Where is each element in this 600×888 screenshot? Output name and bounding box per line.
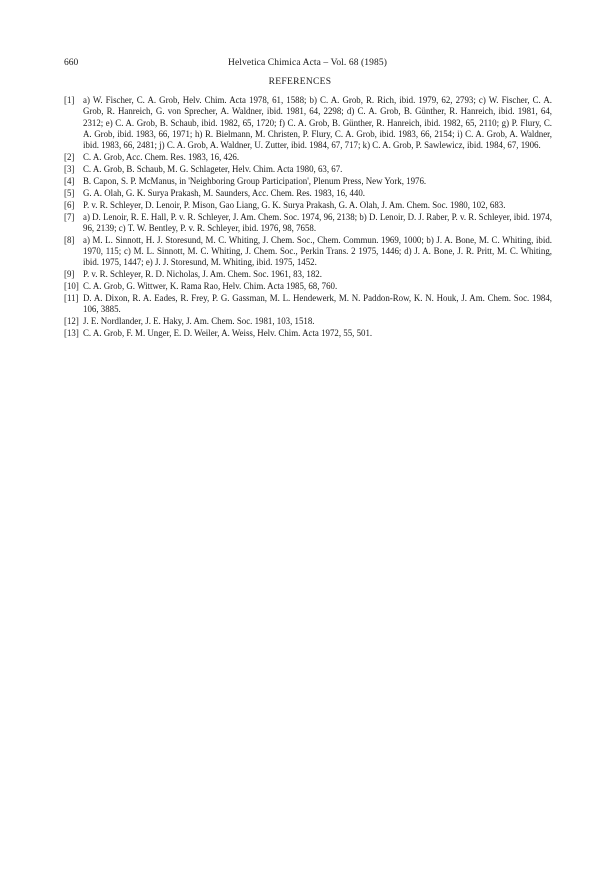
journal-title-line: Helvetica Chimica Acta – Vol. 68 (1985) [228,58,387,68]
reference-text: B. Capon, S. P. McManus, in 'Neighboring Group Participation', Plenum Press, New York, 1976. [83,175,427,186]
reference-item [64,316,552,327]
reference-item [64,164,552,175]
reference-item [64,176,552,187]
reference-number: [7] [64,211,75,222]
reference-item [64,188,552,199]
reference-text: a) M. L. Sinnott, H. J. Storesund, M. C. Whiting, J. Chem. Soc., Chem. Commun. 1969, 1000; b) J. A. Bone, M. C. Whiting, ibid. 1970, 115; c) M. L. Sinnott, M. C. Whiting, J. Chem. Soc., Perkin Trans. 2 1975, 1446; d) J. A. Bone, J. R. Pritt, M. C. Whiting, ibid. 1975, 1447; e) J. J. Storesund, M. Whiting, ibid. 1975, 1452. [83,234,552,268]
reference-number: [13] [64,328,79,339]
references-heading: REFERENCES [268,77,332,87]
reference-number: [2] [64,152,75,163]
running-head [64,56,551,70]
reference-number: [6] [64,199,75,210]
reference-text: C. A. Grob, F. M. Unger, E. D. Weiler, A. Weiss, Helv. Chim. Acta 1972, 55, 501. [83,328,373,339]
reference-number: [8] [64,234,75,245]
reference-text: a) W. Fischer, C. A. Grob, Helv. Chim. Acta 1978, 61, 1588; b) C. A. Grob, R. Rich, ibid. 1979, 62, 2793; c) W. Fischer, C. A. Grob, R. Hanreich, G. von Sprecher, A. Waldner, ibid. 1981, 64, 2298; d) C. A. Grob, B. Günther, R. Hanreich, ibid. 1981, 64, 2312; e) C. A. Grob, B. Schaub, ibid. 1982, 65, 1720; f) C. A. Grob, B. Günther, R. Hanreich, ibid. 1982, 65, 2110; g) P. Flury, C. A. Grob, ibid. 1983, 66, 1971; h) R. Bielmann, M. Christen, P. Flury, C. A. Grob, ibid. 1983, 66, 2154; i) C. A. Grob, A. Waldner, ibid. 1983, 66, 2481; j) C. A. Grob, A. Waldner, U. Zutter, ibid. 1984, 67, 717; k) C. A. Grob, P. Sawlewicz, ibid. 1984, 67, 1906. [83,95,552,151]
reference-text: D. A. Dixon, R. A. Eades, R. Frey, P. G. Gassman, M. L. Hendewerk, M. N. Paddon-Row, K. N. Houk, J. Am. Chem. Soc. 1984, 106, 3885. [83,292,552,315]
reference-text: C. A. Grob, B. Schaub, M. G. Schlageter, Helv. Chim. Acta 1980, 63, 67. [83,163,343,174]
reference-item [64,95,552,151]
page-number: 660 [64,58,79,68]
reference-number: [9] [64,269,75,280]
reference-text: J. E. Nordlander, J. E. Haky, J. Am. Chem. Soc. 1981, 103, 1518. [83,316,315,327]
reference-text: P. v. R. Schleyer, R. D. Nicholas, J. Am. Chem. Soc. 1961, 83, 182. [83,269,322,280]
reference-item [64,328,552,339]
reference-number: [4] [64,175,75,186]
reference-number: [11] [64,292,79,303]
reference-number: [10] [64,281,79,292]
reference-item [64,235,552,269]
reference-text: P. v. R. Schleyer, D. Lenoir, P. Mison, Gao Liang, G. K. Surya Prakash, G. A. Olah, J. Am. Chem. Soc. 1980, 102, 683. [83,199,506,210]
reference-number: [1] [64,95,75,105]
reference-item [64,152,552,163]
reference-item [64,293,552,316]
reference-text: C. A. Grob, Acc. Chem. Res. 1983, 16, 426. [83,152,240,163]
reference-text: C. A. Grob, G. Wittwer, K. Rama Rao, Helv. Chim. Acta 1985, 68, 760. [83,281,338,292]
reference-number: [12] [64,316,79,327]
reference-list [64,95,552,340]
reference-item [64,200,552,211]
reference-item [64,269,552,280]
reference-number: [3] [64,163,75,174]
reference-number: [5] [64,187,75,198]
reference-text: G. A. Olah, G. K. Surya Prakash, M. Saunders, Acc. Chem. Res. 1983, 16, 440. [83,187,366,198]
reference-text: a) D. Lenoir, R. E. Hall, P. v. R. Schleyer, J. Am. Chem. Soc. 1974, 96, 2138; b) D. Lenoir, D. J. Raber, P. v. R. Schleyer, ibid. 1974, 96, 2139; c) T. W. Bentley, P. v. R. Schleyer, ibid. 1976, 98, 7658. [83,211,552,233]
reference-item [64,281,552,292]
reference-item [64,212,552,235]
